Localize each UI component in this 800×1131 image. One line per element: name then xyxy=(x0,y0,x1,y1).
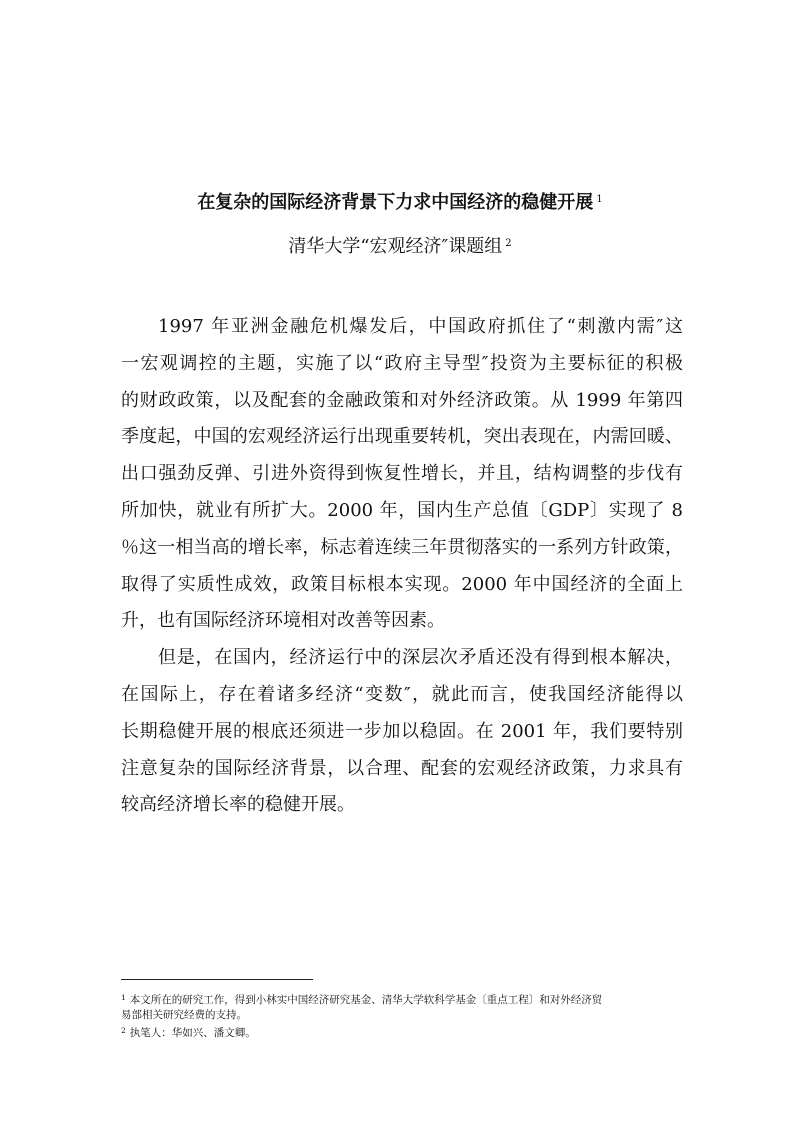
footnote-text: 本文所在的研究工作，得到小林实中国经济研究基金、清华大学软科学基金〔重点工程〕和对外经济贸 xyxy=(129,994,603,1006)
paragraph-line: 一宏观调控的主题，实施了以“政府主导型″投资为主要标征的积极 xyxy=(121,352,683,374)
paragraph-line: 在国际上，存在着诸多经济“变数″，就此而言，使我国经济能得以 xyxy=(121,683,683,705)
paragraph-line: 的财政政策，以及配套的金融政策和对外经济政策。从 1999 年第四 xyxy=(121,389,683,411)
subtitle-text: 清华大学“宏观经济″课题组 xyxy=(288,236,503,257)
footnote-text: 执笔人：华如兴、潘文卿。 xyxy=(129,1027,256,1039)
document-subtitle xyxy=(0,230,800,261)
paragraph-line: 出口强劲反弹、引进外资得到恢复性增长，并且，结构调整的步伐有 xyxy=(121,463,683,485)
paragraph-line: 长期稳健开展的根底还须进一步加以稳固。在 2001 年，我们要特别 xyxy=(121,720,683,742)
footnote-mark: 2 xyxy=(121,1026,126,1035)
paragraph-line: 所加快，就业有所扩大。2000 年，国内生产总值〔GDP〕实现了 8 xyxy=(121,499,683,521)
footnote-2 xyxy=(121,1023,683,1041)
title-footnote-mark[interactable]: 1 xyxy=(596,194,603,205)
paragraph-line: ％这一相当高的增长率，标志着连续三年贯彻落实的一系列方针政策， xyxy=(121,536,683,558)
title-text: 在复杂的国际经济背景下力求中国经济的稳健开展 xyxy=(197,192,594,213)
footnote-divider xyxy=(121,979,313,980)
footnotes xyxy=(121,990,683,1041)
paragraph-line: 升，也有国际经济环境相对改善等因素。 xyxy=(121,610,445,632)
footnote-line: 易部相关研究经费的支持。 xyxy=(121,1009,247,1021)
paragraph-line: 较高经济增长率的稳健开展。 xyxy=(121,794,355,816)
subtitle-footnote-mark[interactable]: 2 xyxy=(505,238,512,249)
paragraph-1 xyxy=(121,309,683,640)
footnote-line xyxy=(121,1023,683,1041)
footnote-1 xyxy=(121,990,683,1023)
paragraph-line: 注意复杂的国际经济背景，以合理、配套的宏观经济政策，力求具有 xyxy=(121,757,683,779)
document-title xyxy=(0,186,800,217)
footnote-line xyxy=(121,990,683,1008)
paragraph-line: 但是，在国内，经济运行中的深层次矛盾还没有得到根本解决， xyxy=(158,647,683,669)
paragraph-2 xyxy=(121,640,683,824)
paragraph-line: 季度起，中国的宏观经济运行出现重要转机，突出表现在，内需回暖、 xyxy=(121,426,683,448)
footnote-mark: 1 xyxy=(121,993,126,1002)
paragraph-line: 取得了实质性成效，政策目标根本实现。2000 年中国经济的全面上 xyxy=(121,573,683,595)
paragraph-line: 1997 年亚洲金融危机爆发后，中国政府抓住了“刺激内需″这 xyxy=(158,316,683,337)
document-body xyxy=(121,309,683,824)
